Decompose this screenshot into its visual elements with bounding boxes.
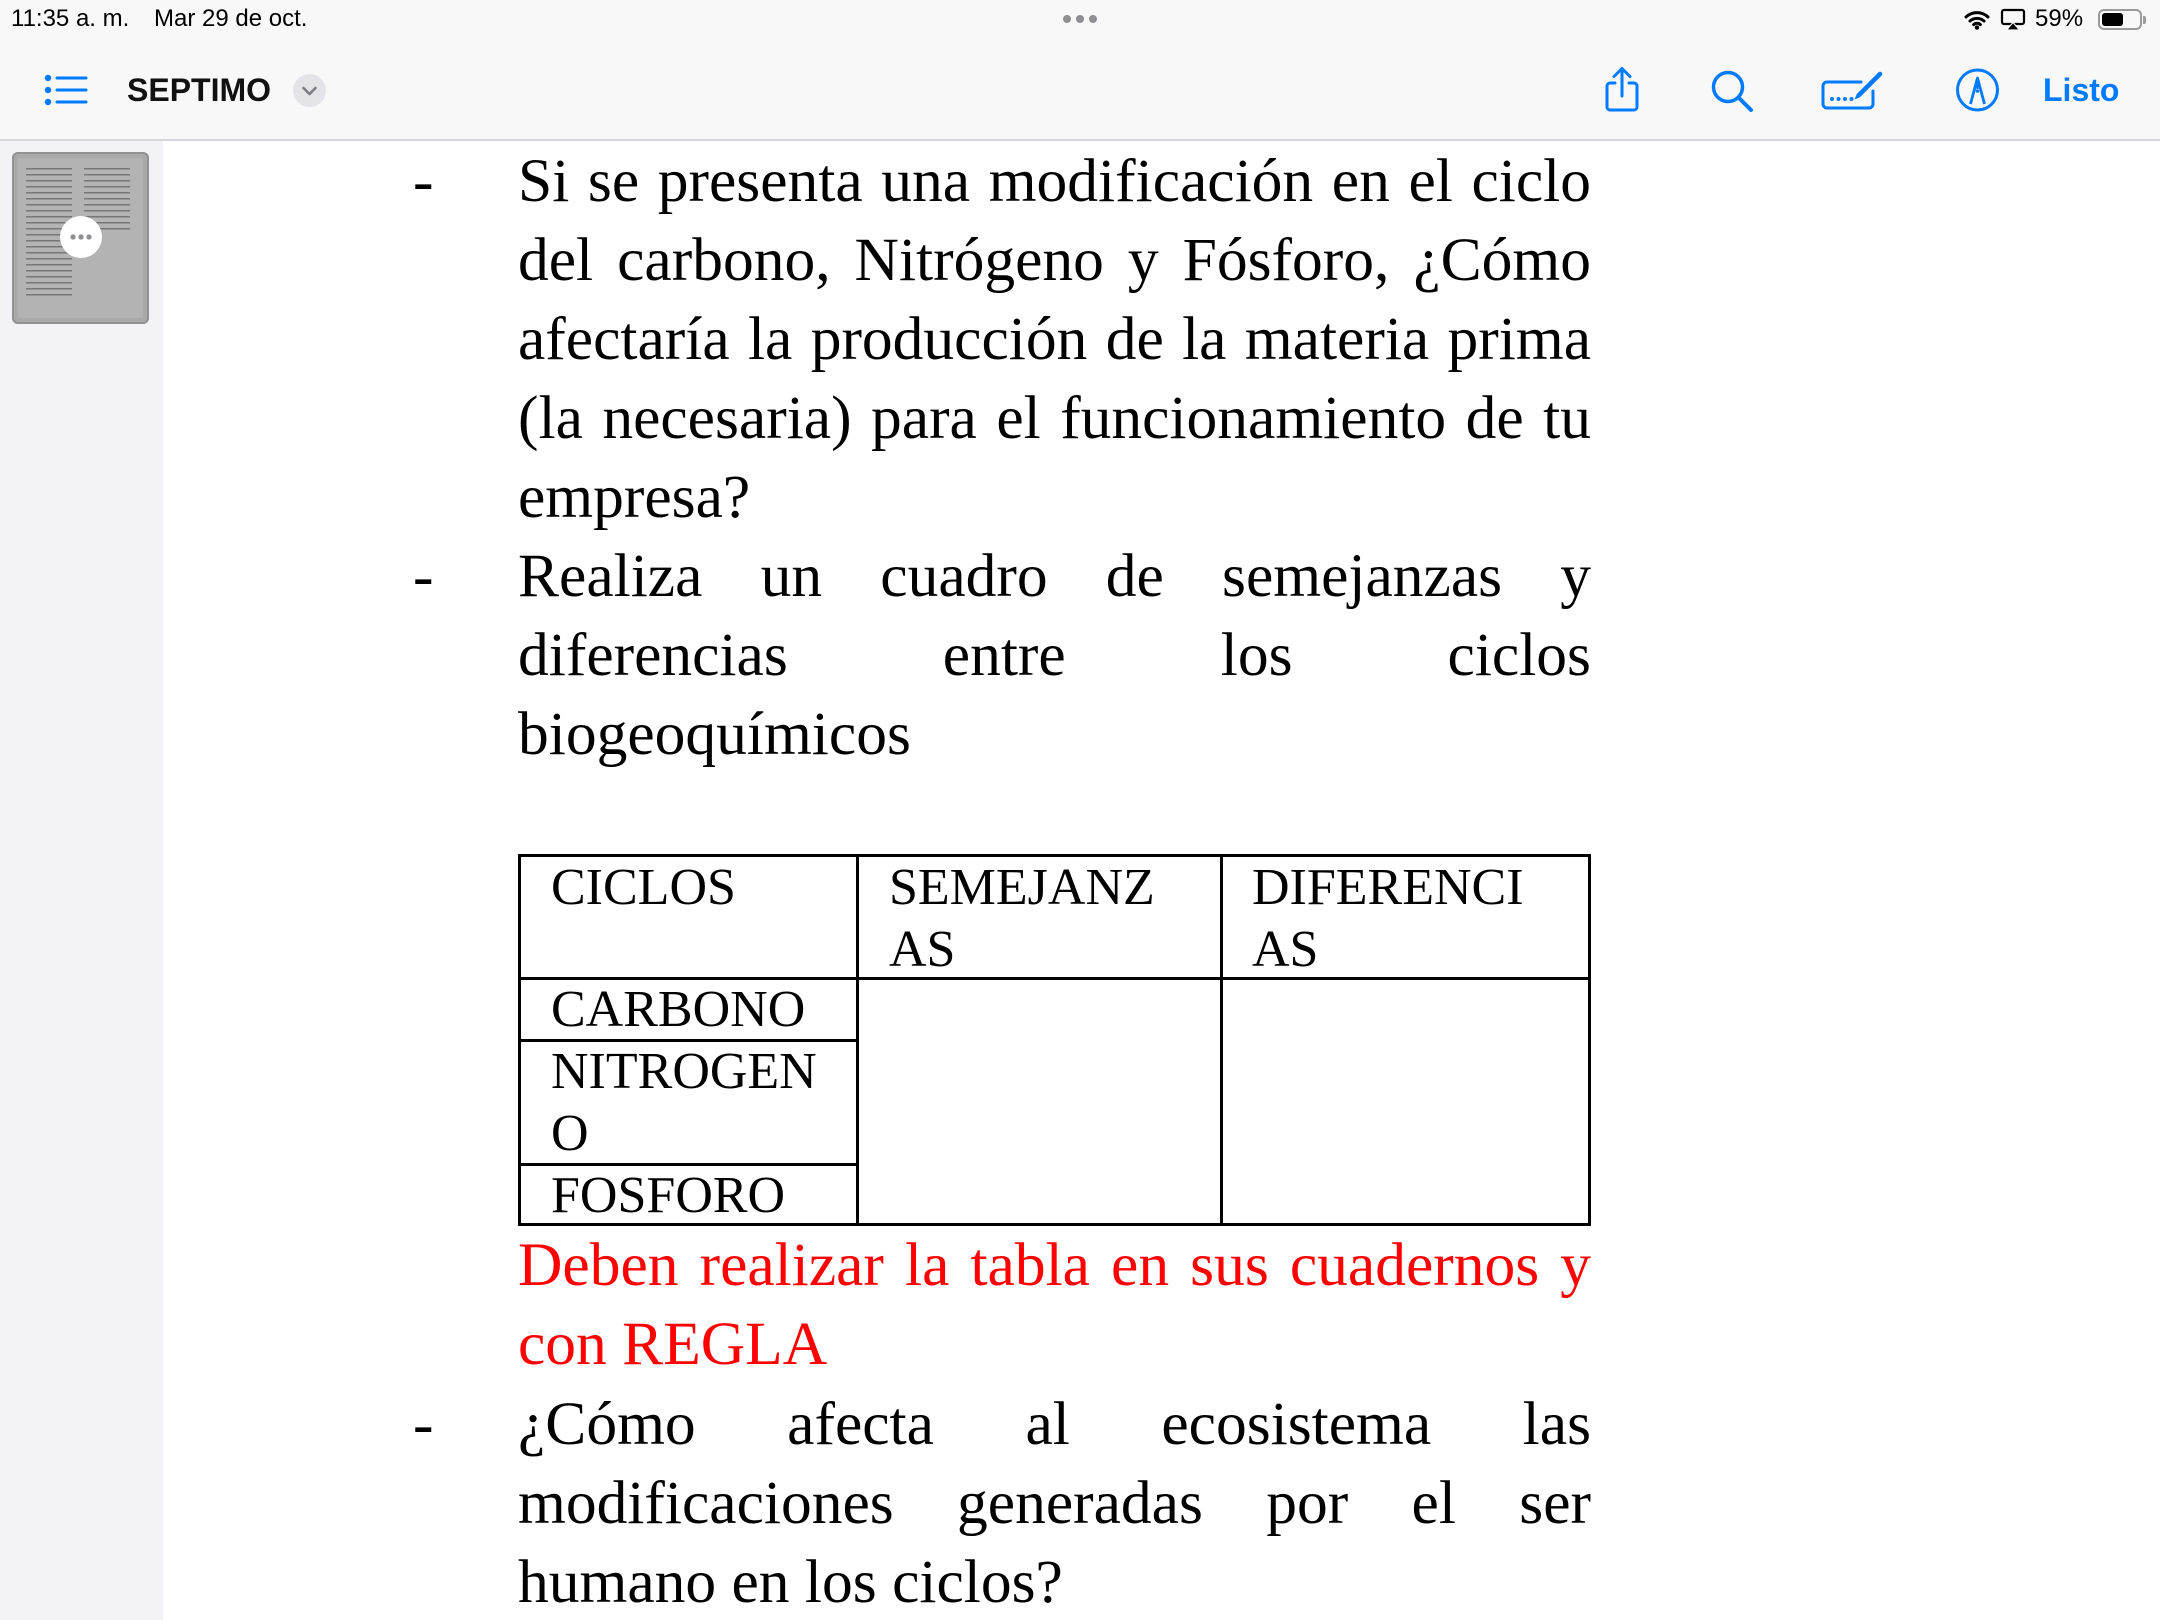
- question-2-line: diferencias entre los ciclos: [518, 621, 1591, 689]
- share-icon: [1602, 65, 1642, 113]
- bullet-dash: -: [413, 147, 434, 215]
- search-button[interactable]: [1710, 69, 1754, 112]
- outline-list-icon: [44, 74, 88, 106]
- table-cell-nitrogeno: [551, 1041, 817, 1165]
- table-header-line: AS: [1252, 921, 1319, 978]
- bullet-dash: -: [413, 1390, 434, 1458]
- question-3-line: ¿Cómo afecta al ecosistema las: [518, 1390, 1591, 1458]
- table-header-diferencias: [1252, 857, 1524, 981]
- table-cell-fosforo: [551, 1165, 785, 1227]
- table-cell-line: O: [551, 1105, 589, 1162]
- table-header-semejanzas: [889, 857, 1155, 981]
- markup-button[interactable]: [1955, 67, 2000, 113]
- title-menu-button[interactable]: [293, 74, 326, 107]
- note-line: Deben realizar la tabla en sus cuadernos y: [518, 1231, 1591, 1299]
- wifi-icon: [1964, 9, 1990, 35]
- question-3-line: humano en los ciclos?: [518, 1548, 1063, 1616]
- question-2-line: biogeoquímicos: [518, 700, 911, 768]
- screen-mirroring-icon: [2000, 8, 2026, 36]
- battery-cap: [2143, 16, 2146, 24]
- question-2: [518, 537, 1591, 774]
- question-1: [518, 142, 1591, 537]
- markup-pen-icon: [1955, 67, 2000, 113]
- question-3: [518, 1385, 1591, 1620]
- scribble-keyboard-button[interactable]: [1821, 69, 1885, 110]
- top-bar: [0, 0, 2160, 141]
- ellipsis-icon: [60, 216, 102, 258]
- status-date: Mar 29 de oct.: [154, 5, 308, 32]
- table-header-line: DIFERENCI: [1252, 859, 1524, 916]
- table-cell-semejanzas-empty: [859, 980, 1220, 1223]
- cycles-table: [518, 854, 1591, 1226]
- question-1-line: afectaría la producción de la materia prima: [518, 305, 1591, 373]
- thumbnail-more-button[interactable]: [60, 216, 102, 258]
- table-cell-line: CARBONO: [551, 981, 806, 1038]
- battery-icon: [2098, 9, 2150, 31]
- question-2-line: Realiza un cuadro de semejanzas y: [518, 542, 1591, 610]
- table-cell-carbono: [551, 979, 805, 1041]
- search-icon: [1710, 69, 1754, 112]
- question-1-line: (la necesaria) para el funcionamiento de tu: [518, 384, 1591, 452]
- question-1-line: empresa?: [518, 463, 751, 531]
- page-thumbnails-sidebar: [0, 141, 163, 1620]
- question-3-line: modificaciones generadas por el ser: [518, 1469, 1591, 1537]
- outline-list-button[interactable]: [44, 74, 88, 106]
- table-cell-line: NITROGEN: [551, 1043, 817, 1100]
- question-1-line: Si se presenta una modificación en el ciclo: [518, 147, 1591, 215]
- question-1-line: del carbono, Nitrógeno y Fósforo, ¿Cómo: [518, 226, 1591, 294]
- table-cell-diferencias-empty: [1223, 980, 1588, 1223]
- table-header-line: SEMEJANZ: [889, 859, 1155, 916]
- document-title[interactable]: SEPTIMO: [127, 72, 272, 108]
- scribble-keyboard-icon: [1821, 69, 1885, 110]
- bullet-dash: -: [413, 542, 434, 610]
- table-header-ciclos: [551, 857, 736, 919]
- battery-percent: 59%: [2035, 5, 2084, 32]
- table-cell-line: FOSFORO: [551, 1167, 786, 1224]
- multitask-dots-icon[interactable]: [1058, 13, 1102, 25]
- chevron-down-icon: [293, 74, 326, 107]
- table-instruction-note: [518, 1226, 1591, 1384]
- battery-level-fill: [2102, 13, 2123, 26]
- table-header-line: AS: [889, 921, 956, 978]
- status-time: 11:35 a. m.: [11, 5, 130, 32]
- share-button[interactable]: [1602, 65, 1642, 113]
- note-line: con REGLA: [518, 1310, 828, 1378]
- document-page: [163, 141, 2160, 1620]
- table-header-line: CICLOS: [551, 859, 736, 916]
- done-button[interactable]: Listo: [2043, 72, 2120, 108]
